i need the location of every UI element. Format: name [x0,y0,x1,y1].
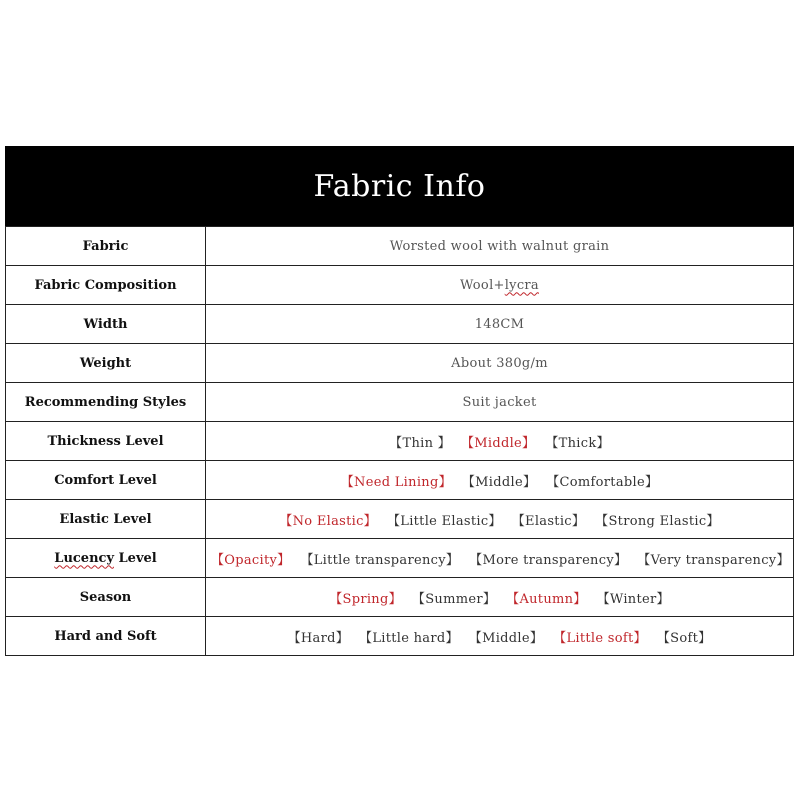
table-row [6,383,794,422]
row-label-thickness-level: Thickness Level [6,422,206,461]
lucency-underlined-word: Lucency [54,550,114,566]
table-row [6,578,794,617]
fabric-info-table [5,226,794,656]
lucency-label-suffix: Level [114,550,157,566]
option-thin: 【Thin 】 [389,435,451,451]
row-value-season [206,578,794,617]
table-row [6,461,794,500]
option-autumn: 【Autumn】 [506,591,587,607]
row-label-width: Width [6,305,206,344]
table-row [6,266,794,305]
option-very-transparency: 【Very transparency】 [637,552,790,568]
row-value-thickness-level [206,422,794,461]
option-little-hard: 【Little hard】 [359,630,459,646]
row-value-fabric-composition [206,266,794,305]
table-row [6,617,794,656]
row-label-lucency-level [6,539,206,578]
table-row [6,305,794,344]
row-value-comfort-level [206,461,794,500]
row-value-elastic-level [206,500,794,539]
row-label-fabric-composition: Fabric Composition [6,266,206,305]
row-label-comfort-level: Comfort Level [6,461,206,500]
option-middle: 【Middle】 [461,474,537,490]
composition-underlined-word: lycra [504,277,539,293]
row-value-weight: About 380g/m [206,344,794,383]
option-winter: 【Winter】 [596,591,670,607]
option-middle: 【Middle】 [468,630,544,646]
option-more-transparency: 【More transparency】 [469,552,628,568]
option-little-elastic: 【Little Elastic】 [386,513,502,529]
option-thick: 【Thick】 [545,435,610,451]
row-value-hard-and-soft [206,617,794,656]
row-label-elastic-level: Elastic Level [6,500,206,539]
option-spring: 【Spring】 [329,591,402,607]
table-row [6,344,794,383]
option-opacity: 【Opacity】 [211,552,291,568]
row-value-width: 148CM [206,305,794,344]
row-label-season: Season [6,578,206,617]
row-value-fabric: Worsted wool with walnut grain [206,227,794,266]
table-row [6,500,794,539]
option-summer: 【Summer】 [411,591,497,607]
option-strong-elastic: 【Strong Elastic】 [595,513,720,529]
row-label-weight: Weight [6,344,206,383]
page-title: Fabric Info [313,168,486,204]
row-value-lucency-level [206,539,794,578]
option-little-transparency: 【Little transparency】 [300,552,460,568]
option-elastic: 【Elastic】 [511,513,586,529]
table-row [6,227,794,266]
option-soft: 【Soft】 [656,630,712,646]
row-label-hard-and-soft: Hard and Soft [6,617,206,656]
row-value-recommending-styles: Suit jacket [206,383,794,422]
row-label-recommending-styles: Recommending Styles [6,383,206,422]
fabric-info-sheet [5,146,794,656]
row-label-fabric: Fabric [6,227,206,266]
option-need-lining: 【Need Lining】 [340,474,452,490]
composition-prefix: Wool+ [460,277,505,293]
table-row [6,539,794,578]
option-comfortable: 【Comfortable】 [546,474,659,490]
table-row [6,422,794,461]
title-bar [5,146,794,226]
option-no-elastic: 【No Elastic】 [279,513,377,529]
option-middle: 【Middle】 [460,435,536,451]
option-hard: 【Hard】 [287,630,350,646]
option-little-soft: 【Little soft】 [553,630,647,646]
